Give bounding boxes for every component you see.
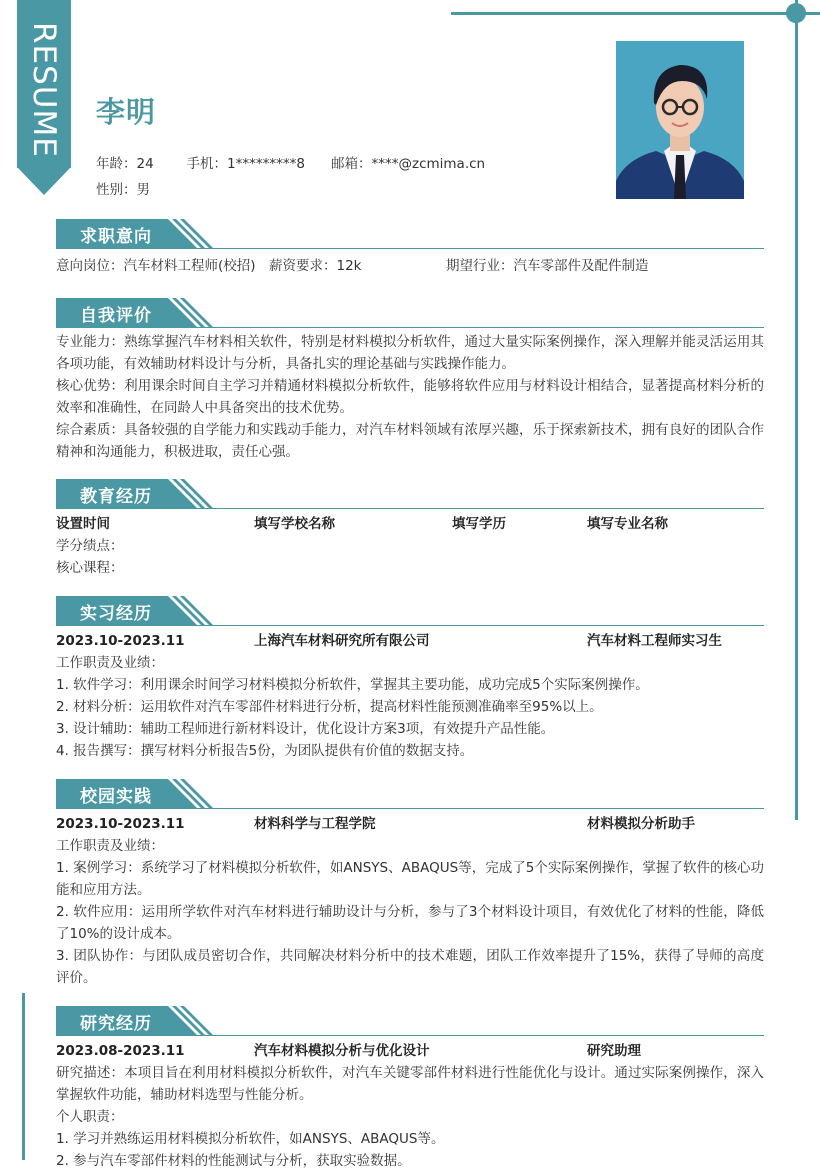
basic-info-row-1 [96, 152, 485, 172]
internship-time: 2023.10-2023.11 [56, 633, 185, 649]
section-tab [56, 298, 156, 327]
research-role: 研究助理 [587, 1043, 641, 1059]
section-job-intent [56, 219, 764, 277]
section-header [56, 298, 764, 328]
section-tab [56, 1006, 156, 1035]
phone-value: 1*********8 [227, 156, 305, 172]
internship-item: 1. 软件学习：利用课余时间学习材料模拟分析软件，掌握其主要功能，成功完成5个实际案例操作。 [56, 677, 649, 693]
section-header [56, 1006, 764, 1036]
section-internship [56, 596, 764, 762]
top-decorative-line [451, 12, 820, 15]
research-item: 1. 学习并熟练运用材料模拟分析软件，如ANSYS、ABAQUS等。 [56, 1131, 445, 1147]
intent-position: 意向岗位：汽车材料工程师(校招) [56, 258, 256, 274]
campus-org: 材料科学与工程学院 [254, 816, 376, 832]
internship-company: 上海汽车材料研究所有限公司 [254, 633, 430, 649]
section-tab [56, 219, 156, 248]
section-title: 求职意向 [80, 227, 152, 247]
research-time: 2023.08-2023.11 [56, 1043, 185, 1059]
self-eval-body [56, 331, 764, 463]
campus-row [56, 813, 764, 835]
education-row [56, 513, 764, 535]
section-tab [56, 479, 156, 508]
self-eval-paragraph: 核心优势：利用课余时间自主学习并精通材料模拟分析软件，能够将软件应用与材料设计相结合，显著提高材料分析的效率和准确性，在同龄人中具备突出的技术优势。 [56, 378, 764, 416]
section-self-evaluation [56, 298, 764, 463]
phone-label: 手机： [186, 156, 227, 172]
gender-value: 男 [136, 182, 150, 198]
ribbon-tip [17, 167, 71, 195]
education-school: 填写学校名称 [254, 516, 335, 532]
section-title: 研究经历 [80, 1014, 152, 1034]
education-courses: 核心课程： [56, 560, 124, 576]
age-value: 24 [136, 156, 154, 172]
campus-item: 1. 案例学习：系统学习了材料模拟分析软件，如ANSYS、ABAQUS等，完成了5个实际案例操作，掌握了软件的核心功能和应用方法。 [56, 860, 764, 898]
section-campus-practice [56, 779, 764, 989]
education-major: 填写专业名称 [587, 516, 668, 532]
person-portrait-icon [616, 41, 744, 199]
education-degree: 填写学历 [452, 516, 506, 532]
internship-item: 4. 报告撰写：撰写材料分析报告5份，为团队提供有价值的数据支持。 [56, 743, 474, 759]
section-title: 教育经历 [80, 487, 152, 507]
email-label: 邮箱： [331, 156, 372, 172]
internship-item: 2. 材料分析：运用软件对汽车零部件材料进行分析，提高材料性能预测准确率至95%以上。 [56, 699, 603, 715]
slash-decoration-icon [156, 596, 216, 625]
slash-decoration-icon [156, 479, 216, 508]
campus-time: 2023.10-2023.11 [56, 816, 185, 832]
section-header [56, 219, 764, 249]
section-title: 自我评价 [80, 306, 152, 326]
internship-role: 汽车材料工程师实习生 [587, 633, 722, 649]
intent-row [56, 255, 764, 277]
section-header [56, 596, 764, 626]
email-value: ****@zcmima.cn [371, 156, 486, 172]
slash-decoration-icon [156, 779, 216, 808]
internship-row [56, 630, 764, 652]
research-duty-label: 个人职责： [56, 1109, 124, 1125]
education-time: 设置时间 [56, 516, 110, 532]
gender-label: 性别： [96, 182, 137, 198]
slash-decoration-icon [156, 219, 206, 248]
section-tab [56, 779, 156, 808]
section-title: 实习经历 [80, 604, 152, 624]
section-title: 校园实践 [80, 787, 152, 807]
decorative-dot [786, 3, 806, 23]
internship-duty-label: 工作职责及业绩： [56, 655, 164, 671]
education-gpa: 学分绩点： [56, 538, 124, 554]
research-row [56, 1040, 764, 1062]
research-item: 2. 参与汽车零部件材料的性能测试与分析，获取实验数据。 [56, 1153, 411, 1169]
research-project: 汽车材料模拟分析与优化设计 [254, 1043, 430, 1059]
ribbon-label: RESUME [26, 22, 62, 158]
section-tab [56, 596, 156, 625]
resume-ribbon [17, 0, 71, 195]
campus-role: 材料模拟分析助手 [587, 816, 695, 832]
section-header [56, 779, 764, 809]
age-label: 年龄： [96, 156, 137, 172]
research-description: 研究描述：本项目旨在利用材料模拟分析软件，对汽车关键零部件材料进行性能优化与设计。通过实际案例操作，深入掌握软件功能，辅助材料选型与性能分析。 [56, 1065, 764, 1103]
left-decorative-line [22, 993, 25, 1160]
intent-salary: 薪资要求：12k [269, 258, 362, 274]
campus-item: 2. 软件应用：运用所学软件对汽车材料进行辅助设计与分析，参与了3个材料设计项目，有效优化了材料的性能，降低了10%的设计成本。 [56, 904, 764, 942]
right-decorative-line [795, 0, 798, 820]
campus-duty-label: 工作职责及业绩： [56, 838, 164, 854]
section-header [56, 479, 764, 509]
internship-item: 3. 设计辅助：辅助工程师进行新材料设计，优化设计方案3项，有效提升产品性能。 [56, 721, 555, 737]
section-research [56, 1006, 764, 1172]
self-eval-paragraph: 综合素质：具备较强的自学能力和实践动手能力，对汽车材料领域有浓厚兴趣，乐于探索新技术，拥有良好的团队合作精神和沟通能力，积极进取，责任心强。 [56, 422, 764, 460]
slash-decoration-icon [156, 298, 216, 327]
slash-decoration-icon [156, 1006, 216, 1035]
basic-info-row-2 [96, 178, 150, 198]
profile-photo [616, 41, 744, 199]
self-eval-paragraph: 专业能力：熟练掌握汽车材料相关软件，特别是材料模拟分析软件，通过大量实际案例操作，深入理解并能灵活运用其各项功能，有效辅助材料设计与分析，具备扎实的理论基础与实践操作能力。 [56, 334, 764, 372]
candidate-name: 李明 [96, 95, 157, 129]
campus-item: 3. 团队协作：与团队成员密切合作，共同解决材料分析中的技术难题，团队工作效率提升了15%，获得了导师的高度评价。 [56, 948, 764, 986]
section-education [56, 479, 764, 579]
intent-industry: 期望行业：汽车零部件及配件制造 [446, 258, 649, 274]
